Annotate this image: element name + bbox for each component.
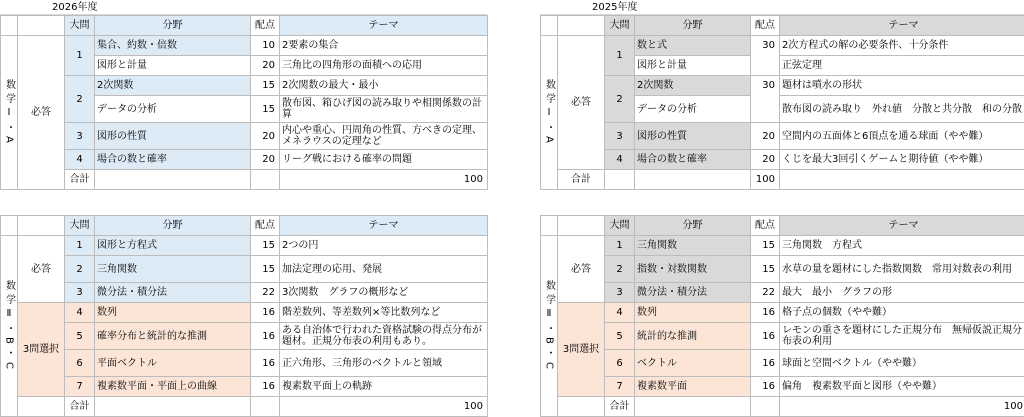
table-2026-math2bc (0, 215, 487, 417)
header-row (541, 216, 1024, 236)
subject-label: 数学Ⅱ・B・C (1, 236, 18, 417)
points-cell: 15 (751, 236, 780, 256)
theme-cell: 正六角形、三角形のベクトルと領域 (280, 350, 488, 377)
question-number: 4 (605, 303, 635, 323)
table-row (541, 350, 1024, 377)
header-question: 大問 (65, 216, 95, 236)
theme-cell: 加法定理の応用、発展 (280, 256, 488, 283)
field-cell: 三角関数 (635, 236, 751, 256)
total-row (541, 397, 1024, 417)
table-row (541, 36, 1024, 56)
header-points: 配点 (251, 16, 280, 36)
theme-cell: 三角関数 方程式 (780, 236, 1024, 256)
theme-cell: 2つの円 (280, 236, 488, 256)
group-required: 必答 (18, 36, 65, 190)
points-cell: 10 (251, 36, 280, 56)
total-points: 100 (780, 397, 1024, 417)
points-cell: 15 (251, 76, 280, 96)
header-question: 大問 (605, 16, 635, 36)
question-number: 4 (605, 150, 635, 170)
question-number: 5 (65, 323, 95, 350)
field-cell: 数列 (95, 303, 251, 323)
field-cell: 微分法・積分法 (95, 283, 251, 303)
points-cell: 16 (251, 323, 280, 350)
table-row (1, 123, 488, 150)
header-question: 大問 (65, 16, 95, 36)
header-row (1, 16, 488, 36)
field-cell: 場合の数と確率 (635, 150, 751, 170)
points-cell: 22 (251, 283, 280, 303)
question-number: 2 (605, 76, 635, 123)
question-number: 2 (65, 76, 95, 123)
theme-cell: ある自治体で行われた資格試験の得点分布が題材。正規分布表の利用もあり。 (280, 323, 488, 350)
field-cell: ベクトル (635, 350, 751, 377)
question-number: 1 (605, 236, 635, 256)
header-row (541, 16, 1024, 36)
question-number: 4 (65, 150, 95, 170)
total-points: 100 (280, 170, 488, 190)
table-row (1, 323, 488, 350)
total-label: 合計 (558, 170, 605, 190)
theme-cell: 偏角 複素数平面と図形（やや難） (780, 377, 1024, 397)
question-number: 3 (65, 123, 95, 150)
field-cell: 図形と方程式 (95, 236, 251, 256)
theme-cell: 格子点の個数（やや難） (780, 303, 1024, 323)
table-row (541, 256, 1024, 283)
table-row (541, 303, 1024, 323)
theme-cell: レモンの重さを題材にした正規分布 無帰仮説正規分布表の利用 (780, 323, 1024, 350)
points-cell: 30 (751, 36, 780, 76)
field-cell: 集合、約数・倍数 (95, 36, 251, 56)
group-required: 必答 (558, 236, 605, 303)
group-required: 必答 (18, 236, 65, 303)
total-points: 100 (751, 170, 780, 190)
theme-cell: 最大 最小 グラフの形 (780, 283, 1024, 303)
field-cell: 図形の性質 (95, 123, 251, 150)
field-cell: 複素数平面 (635, 377, 751, 397)
table-row (1, 256, 488, 283)
theme-cell: 三角比の四角形の面積への応用 (280, 56, 488, 76)
points-cell: 20 (751, 123, 780, 150)
theme-cell: 2次方程式の解の必要条件、十分条件 (780, 36, 1024, 56)
field-cell: 図形の性質 (635, 123, 751, 150)
theme-cell: 3次関数 グラフの概形など (280, 283, 488, 303)
points-cell: 16 (251, 377, 280, 397)
field-cell: 統計的な推測 (635, 323, 751, 350)
field-cell: 平面ベクトル (95, 350, 251, 377)
header-question: 大問 (605, 216, 635, 236)
points-cell: 20 (751, 150, 780, 170)
table-row (541, 76, 1024, 96)
question-number: 4 (65, 303, 95, 323)
subject-label: 数学Ⅰ・A (1, 36, 18, 190)
table-row (1, 350, 488, 377)
field-cell: 指数・対数関数 (635, 256, 751, 283)
table-row (1, 36, 488, 56)
points-cell: 20 (251, 56, 280, 76)
field-cell: 図形と計量 (635, 56, 751, 76)
points-cell: 22 (751, 283, 780, 303)
header-field: 分野 (635, 216, 751, 236)
total-row (1, 397, 488, 417)
theme-cell: 複素数平面上の軌跡 (280, 377, 488, 397)
points-cell: 16 (751, 350, 780, 377)
points-cell: 16 (251, 303, 280, 323)
points-cell: 15 (251, 236, 280, 256)
table-row (541, 377, 1024, 397)
theme-cell: 水草の量を題材にした指数関数 常用対数表の利用 (780, 256, 1024, 283)
points-cell: 15 (251, 256, 280, 283)
group-choice: 3問選択 (18, 303, 65, 397)
table-2025-math2bc (540, 215, 1024, 417)
points-cell: 20 (251, 123, 280, 150)
table-row (541, 150, 1024, 170)
header-field: 分野 (95, 16, 251, 36)
year-label: 2026年度 (0, 0, 487, 15)
points-cell: 30 (751, 76, 780, 123)
table-row (1, 377, 488, 397)
header-theme: テーマ (280, 16, 488, 36)
question-number: 5 (605, 323, 635, 350)
question-number: 3 (605, 283, 635, 303)
header-points: 配点 (751, 216, 780, 236)
table-row (1, 303, 488, 323)
points-cell: 16 (251, 350, 280, 377)
header-points: 配点 (251, 216, 280, 236)
table-row (541, 123, 1024, 150)
header-theme: テーマ (780, 216, 1024, 236)
group-required: 必答 (558, 36, 605, 170)
field-cell: 数列 (635, 303, 751, 323)
total-label: 合計 (605, 397, 635, 417)
total-row (1, 170, 488, 190)
field-cell: 2次関数 (95, 76, 251, 96)
theme-cell: 2要素の集合 (280, 36, 488, 56)
question-number: 1 (65, 236, 95, 256)
field-cell: データの分析 (95, 96, 251, 123)
question-number: 6 (65, 350, 95, 377)
theme-cell: 階差数列、等差数列×等比数列など (280, 303, 488, 323)
theme-cell: 正弦定理 (780, 56, 1024, 76)
question-number: 3 (65, 283, 95, 303)
total-row (541, 170, 1024, 190)
theme-cell: 題材は噴水の形状 (780, 76, 1024, 96)
table-row (1, 236, 488, 256)
points-cell: 15 (251, 96, 280, 123)
header-field: 分野 (95, 216, 251, 236)
question-number: 1 (605, 36, 635, 76)
theme-cell: 空間内の五面体と6頂点を通る球面（やや難） (780, 123, 1024, 150)
question-number: 7 (65, 377, 95, 397)
points-cell: 20 (251, 150, 280, 170)
subject-label: 数学Ⅱ・B・C (541, 236, 558, 417)
year-label: 2025年度 (540, 0, 1024, 15)
field-cell: 数と式 (635, 36, 751, 56)
question-number: 3 (605, 123, 635, 150)
points-cell: 16 (751, 377, 780, 397)
theme-cell: リーグ戦における確率の問題 (280, 150, 488, 170)
header-field: 分野 (635, 16, 751, 36)
table-row (1, 150, 488, 170)
subject-label: 数学Ⅰ・A (541, 36, 558, 190)
table-row (1, 76, 488, 96)
question-number: 6 (605, 350, 635, 377)
theme-cell: 散布図の読み取り 外れ値 分散と共分散 和の分散 (780, 96, 1024, 123)
total-points: 100 (280, 397, 488, 417)
group-choice: 3問選択 (558, 303, 605, 397)
theme-cell: くじを最大3回引くゲームと期待値（やや難） (780, 150, 1024, 170)
question-number: 2 (65, 256, 95, 283)
table-2026-math1a (0, 0, 487, 190)
header-theme: テーマ (780, 16, 1024, 36)
total-label: 合計 (65, 397, 95, 417)
header-row (1, 216, 488, 236)
theme-cell: 2次関数の最大・最小 (280, 76, 488, 96)
table-row (541, 323, 1024, 350)
field-cell: 微分法・積分法 (635, 283, 751, 303)
field-cell: 三角関数 (95, 256, 251, 283)
theme-cell: 内心や重心、円周角の性質、方べきの定理、メネラウスの定理など (280, 123, 488, 150)
points-cell: 15 (751, 256, 780, 283)
header-points: 配点 (751, 16, 780, 36)
total-label: 合計 (65, 170, 95, 190)
theme-cell: 球面と空間ベクトル（やや難） (780, 350, 1024, 377)
table-row (1, 283, 488, 303)
table-row (541, 236, 1024, 256)
question-number: 2 (605, 256, 635, 283)
question-number: 7 (605, 377, 635, 397)
field-cell: 2次関数 (635, 76, 751, 96)
theme-cell: 散布図、箱ひげ図の読み取りや相関係数の計算 (280, 96, 488, 123)
question-number: 1 (65, 36, 95, 76)
field-cell: 図形と計量 (95, 56, 251, 76)
header-theme: テーマ (280, 216, 488, 236)
field-cell: 複素数平面・平面上の曲線 (95, 377, 251, 397)
points-cell: 16 (751, 303, 780, 323)
field-cell: 場合の数と確率 (95, 150, 251, 170)
points-cell: 16 (751, 323, 780, 350)
field-cell: データの分析 (635, 96, 751, 123)
field-cell: 確率分布と統計的な推測 (95, 323, 251, 350)
table-row (541, 283, 1024, 303)
table-2025-math1a (540, 0, 1024, 190)
